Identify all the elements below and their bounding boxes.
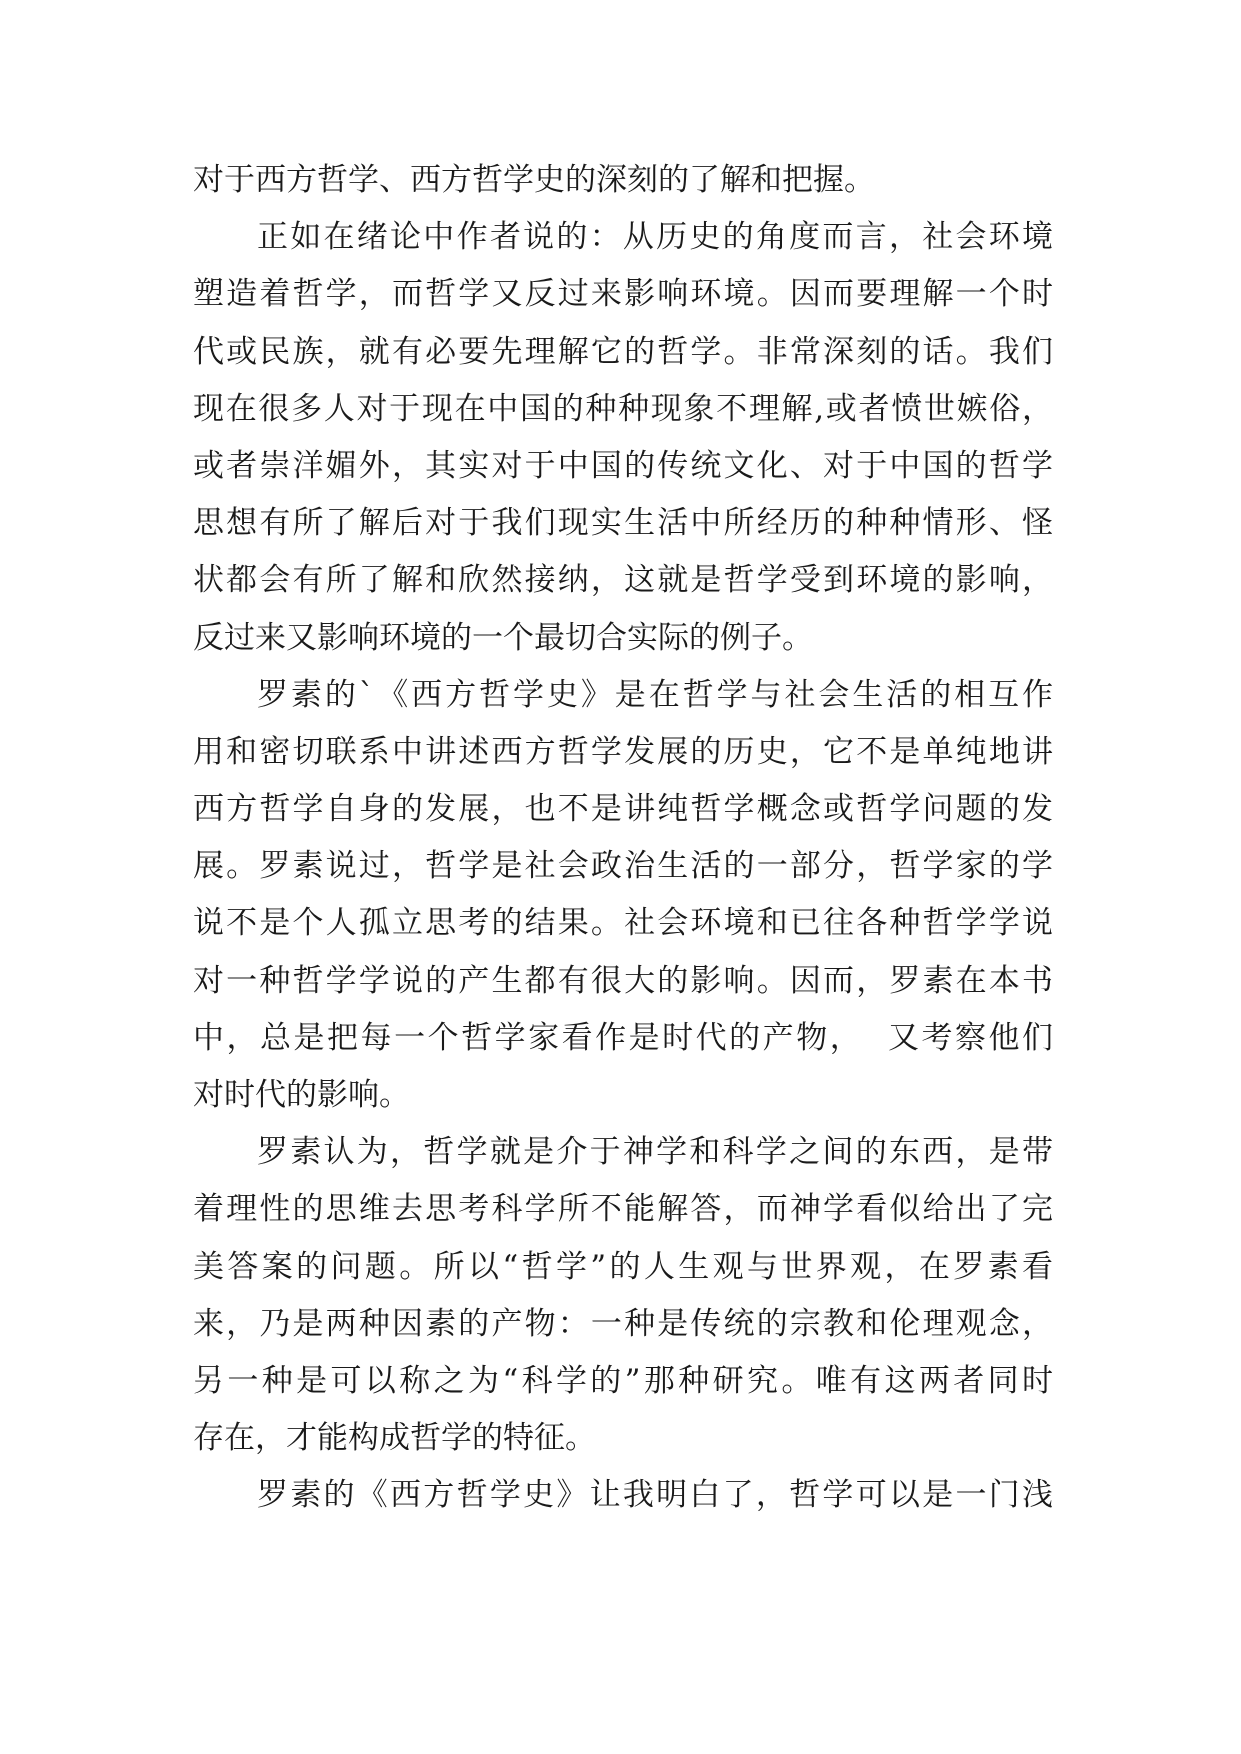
text-line: 来，乃是两种因素的产物：一种是传统的宗教和伦理观念， (193, 1305, 1053, 1342)
text-line: 思想有所了解后对于我们现实生活中所经历的种种情形、怪 (193, 505, 1053, 542)
text-line: 用和密切联系中讲述西方哲学发展的历史，它不是单纯地讲 (193, 733, 1053, 770)
text-line: 罗素认为，哲学就是介于神学和科学之间的东西，是带 (257, 1134, 1053, 1171)
text-line: 罗素的《西方哲学史》让我明白了，哲学可以是一门浅 (257, 1477, 1053, 1514)
text-line: 美答案的问题。所以“哲学”的人生观与世界观，在罗素看 (193, 1248, 1053, 1285)
text-line: 另一种是可以称之为“科学的”那种研究。唯有这两者同时 (193, 1362, 1053, 1399)
text-line: 对于西方哲学、西方哲学史的深刻的了解和把握。 (193, 162, 875, 198)
text-line: 着理性的思维去思考科学所不能解答，而神学看似给出了完 (193, 1191, 1053, 1228)
text-line: 状都会有所了解和欣然接纳，这就是哲学受到环境的影响， (193, 562, 1053, 599)
text-line: 存在，才能构成哲学的特征。 (193, 1420, 596, 1457)
text-line: 反过来又影响环境的一个最切合实际的例子。 (193, 619, 813, 656)
text-line: 现在很多人对于现在中国的种种现象不理解,或者愤世嫉俗， (193, 390, 1053, 427)
text-line: 中，总是把每一个哲学家看作是时代的产物， 又考察他们 (193, 1019, 1053, 1056)
text-line: 对时代的影响。 (193, 1077, 410, 1113)
text-line: 或者崇洋媚外，其实对于中国的传统文化、对于中国的哲学 (193, 447, 1053, 484)
text-line: 代或民族，就有必要先理解它的哲学。非常深刻的话。我们 (193, 333, 1053, 370)
text-line: 对一种哲学学说的产生都有很大的影响。因而，罗素在本书 (193, 962, 1053, 999)
text-line: 正如在绪论中作者说的：从历史的角度而言，社会环境 (257, 219, 1053, 256)
text-line: 展。罗素说过，哲学是社会政治生活的一部分，哲学家的学 (193, 848, 1053, 885)
text-line: 说不是个人孤立思考的结果。社会环境和已往各种哲学学说 (193, 905, 1053, 942)
text-line: 罗素的`《西方哲学史》是在哲学与社会生活的相互作 (257, 676, 1053, 713)
body-text (193, 152, 1053, 1525)
text-line: 西方哲学自身的发展，也不是讲纯哲学概念或哲学问题的发 (193, 791, 1053, 828)
text-line: 塑造着哲学，而哲学又反过来影响环境。因而要理解一个时 (193, 276, 1053, 313)
